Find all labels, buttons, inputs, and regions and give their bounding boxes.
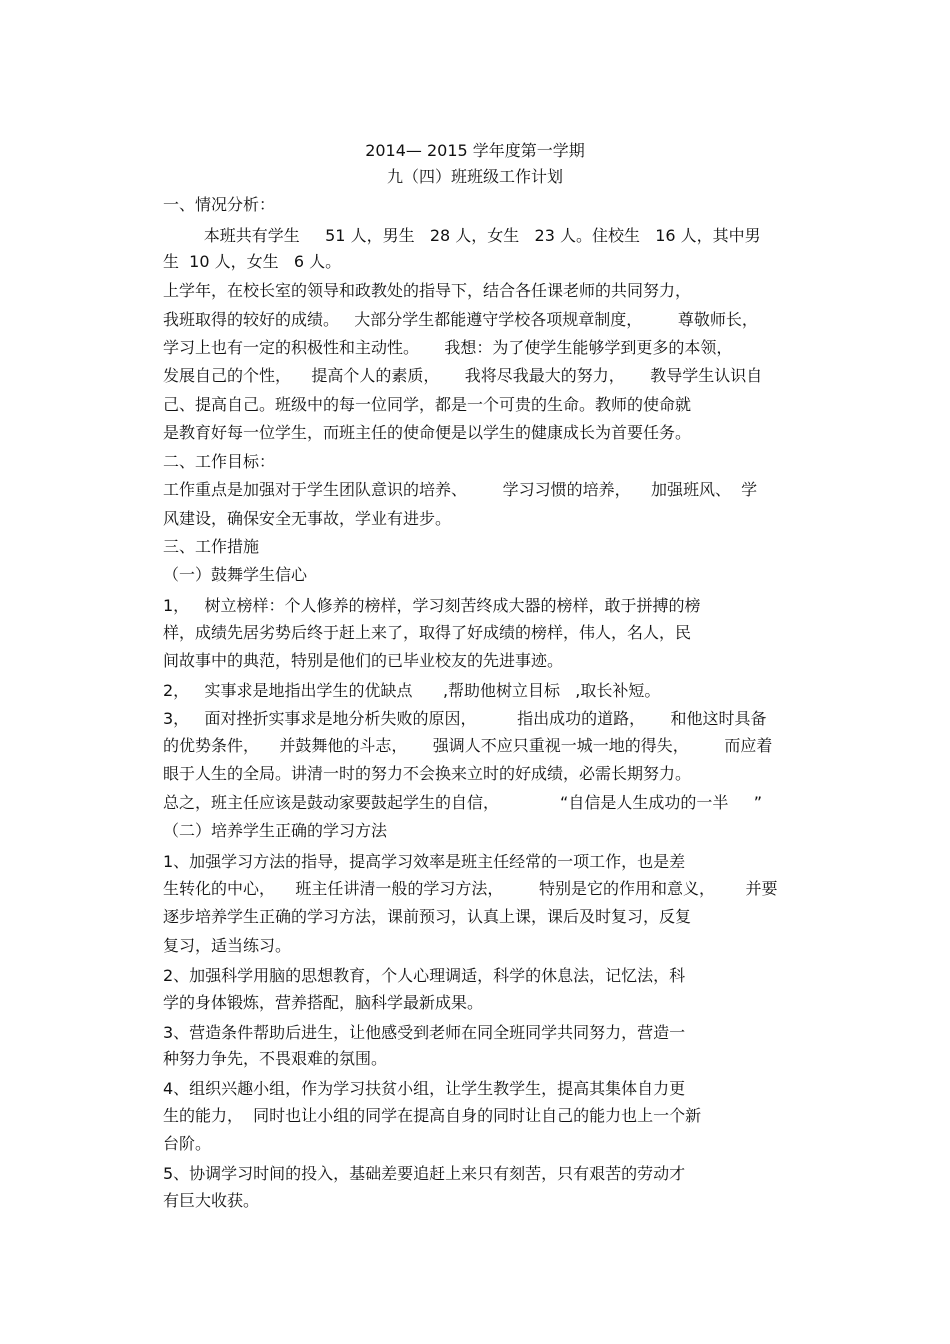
text-line: 5、协调学习时间的投入，基础差要追赶上来只有刻苦，只有艰苦的劳动才: [163, 1164, 686, 1183]
document-title-plan: 九（四）班班级工作计划: [386, 167, 563, 186]
text-line: 的优势条件， 并鼓舞他的斗志， 强调人不应只重视一城一地的得失， 而应着: [163, 736, 773, 755]
text-line: 眼于人生的全局。讲清一时的努力不会换来立时的好成绩，必需长期努力。: [163, 764, 692, 783]
document-title-year: 2014— 2015 学年度第一学期: [365, 141, 585, 160]
text-line: 本班共有学生 51 人，男生 28 人，女生 23 人。住校生 16 人，其中男: [163, 226, 761, 245]
text-line: 台阶。: [163, 1134, 212, 1153]
text-line: 2、加强科学用脑的思想教育，个人心理调适，科学的休息法，记忆法，科: [163, 966, 686, 985]
text-line: 生转化的中心， 班主任讲清一般的学习方法， 特别是它的作用和意义， 并要: [163, 879, 778, 898]
subsection-heading: （二）培养学生正确的学习方法: [163, 821, 388, 840]
text-line: 3， 面对挫折实事求是地分析失败的原因， 指出成功的道路， 和他这时具备: [163, 709, 767, 728]
text-line: 是教育好每一位学生，而班主任的使命便是以学生的健康成长为首要任务。: [163, 423, 692, 442]
subsection-heading: （一）鼓舞学生信心: [163, 565, 308, 584]
text-line: 生的能力， 同时也让小组的同学在提高自身的同时让自己的能力也上一个新: [163, 1106, 702, 1125]
text-line: 生 10 人，女生 6 人。: [163, 252, 342, 271]
text-line: 3、营造条件帮助后进生，让他感受到老师在同全班同学共同努力，营造一: [163, 1023, 686, 1042]
text-line: 风建设，确保安全无事故，学业有进步。: [163, 509, 452, 528]
text-line: 总之，班主任应该是鼓动家要鼓起学生的自信， “自信是人生成功的一半 ”: [163, 793, 763, 812]
text-line: 样，成绩先居劣势后终于赶上来了，取得了好成绩的榜样，伟人，名人，民: [163, 623, 692, 642]
text-line: 逐步培养学生正确的学习方法，课前预习，认真上课，课后及时复习，反复: [163, 907, 692, 926]
text-line: 间故事中的典范，特别是他们的已毕业校友的先进事迹。: [163, 651, 564, 670]
text-line: 学的身体锻炼，营养搭配，脑科学最新成果。: [163, 993, 484, 1012]
text-line: 1、加强学习方法的指导，提高学习效率是班主任经常的一项工作，也是差: [163, 852, 686, 871]
text-line: 有巨大收获。: [163, 1191, 260, 1210]
section-heading: 三、工作措施: [163, 537, 260, 556]
text-line: 种努力争先，不畏艰难的氛围。: [163, 1049, 388, 1068]
text-line: 学习上也有一定的积极性和主动性。 我想：为了使学生能够学到更多的本领，: [163, 338, 733, 357]
text-line: 上学年，在校长室的领导和政教处的指导下，结合各任课老师的共同努力，: [163, 281, 692, 300]
text-line: 1， 树立榜样：个人修养的榜样，学习刻苦终成大器的榜样，敢于拼搏的榜: [163, 596, 701, 615]
section-heading: 二、工作目标：: [163, 452, 276, 471]
text-line: 4、组织兴趣小组，作为学习扶贫小组，让学生教学生，提高其集体自力更: [163, 1079, 686, 1098]
text-line: 发展自己的个性， 提高个人的素质， 我将尽我最大的努力， 教导学生认识自: [163, 366, 763, 385]
text-line: 己、提高自己。班级中的每一位同学，都是一个可贵的生命。教师的使命就: [163, 395, 692, 414]
text-line: 我班取得的较好的成绩。 大部分学生都能遵守学校各项规章制度， 尊敬师长，: [163, 310, 758, 329]
text-line: 复习，适当练习。: [163, 936, 292, 955]
section-heading: 一、情况分析：: [163, 195, 276, 214]
text-line: 工作重点是加强对于学生团队意识的培养、 学习习惯的培养， 加强班风、 学: [163, 480, 758, 499]
text-line: 2， 实事求是地指出学生的优缺点 ,帮助他树立目标 ,取长补短。: [163, 681, 661, 700]
